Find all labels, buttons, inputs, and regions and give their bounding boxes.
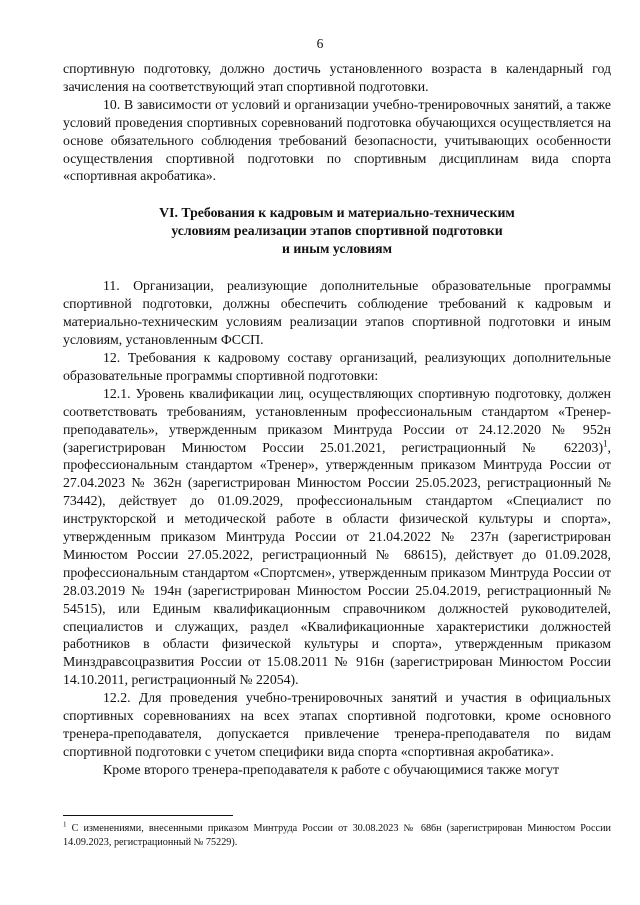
footnote-reference: 1 (603, 437, 608, 448)
footnote-divider (63, 815, 233, 816)
paragraph-12-1 (63, 385, 611, 689)
paragraph-12: 12. Требования к кадровому составу организаций, реализующих дополнительные образовательные программы спортивной подготовки: (63, 349, 611, 383)
footnote-mark: 1 (63, 820, 67, 829)
section-heading-line-3: и иным условиям (281, 241, 393, 257)
paragraph-11: 11. Организации, реализующие дополнительные образовательные программы спортивной подготовки, должны обеспечить соблюдение требований к кадровым и материально-техническим условиям реализации этапов спортивной подготовки и иным условиям, установленным ФССП. (63, 278, 611, 348)
paragraph-continuation: спортивную подготовку, должно достичь установленного возраста в календарный год зачисления на соответствующий этап спортивной подготовки. (63, 61, 611, 94)
paragraph-12-1-text-a: 12.1. Уровень квалификации лиц, осуществляющих спортивную подготовку, должен соответствовать требованиям, установленным профессиональным стандартом «Тренер-преподаватель», утвержденным приказом Минтруда России от 24.12.2020 № 952н (зарегистрирован Минюстом России 25.01.2021, регистрационный № 62203) (63, 385, 611, 455)
paragraph-12-2: 12.2. Для проведения учебно-тренировочных занятий и участия в официальных спортивных соревнованиях на всех этапах спортивной подготовки, кроме основного тренера-преподавателя, допускается привлечение тренера-преподавателя по видам спортивной подготовки с учетом специфики вида спорта «спортивная акробатика». (63, 690, 611, 759)
document-body (63, 60, 611, 779)
paragraph-12-1-text-b: , профессиональным стандартом «Тренер», утвержденным приказом Минтруда России от 27.04.2023 № 362н (зарегистрирован Минюстом России 25.05.2023, регистрационный № 73442), действует до 01.09.2029, профессиональным стандартом «Специалист по инструкторской и методической работе в области физической культуры и спорта», утвержденным приказом Минтруда России от 21.04.2022 № 237н (зарегистрирован Минюстом России 27.05.2022, регистрационный № 68615), действует до 01.09.2028, профессиональным стандартом «Спортсмен», утвержденным приказом Минтруда России от 28.03.2019 № 194н (зарегистрирован Минюстом России 25.04.2019, регистрационный № 54515), или Единым квалификационным справочником должностей руководителей, специалистов и служащих, раздел «Квалификационные характеристики должностей работников в области физической культуры и спорта», утвержденным приказом Минздравсоцразвития России от 15.08.2011 № 916н (зарегистрирован Минюстом России 14.10.2011, регистрационный № 22054). (63, 439, 611, 688)
section-heading (63, 204, 611, 258)
section-heading-line-1: VI. Требования к кадровым и материально-техническим (159, 205, 515, 221)
footnote-text: С изменениями, внесенными приказом Минтруда России от 30.08.2023 № 686н (зарегистрирован Минюстом России 14.09.2023, регистрационный № 75229). (63, 823, 611, 848)
paragraph-continued: Кроме второго тренера-преподавателя к работе с обучающимися также могут (103, 761, 560, 777)
paragraph-10: 10. В зависимости от условий и организации учебно-тренировочных занятий, а также условий проведения спортивных соревнований подготовка обучающихся осуществляется на основе обязательного соблюдения требований безопасности, учитывающих особенности осуществления спортивной подготовки по спортивным дисциплинам вида спорта «спортивная акробатика». (63, 96, 611, 184)
page-number: 6 (316, 36, 324, 51)
footnote (63, 822, 611, 850)
section-heading-line-2: условиям реализации этапов спортивной подготовки (171, 223, 503, 239)
